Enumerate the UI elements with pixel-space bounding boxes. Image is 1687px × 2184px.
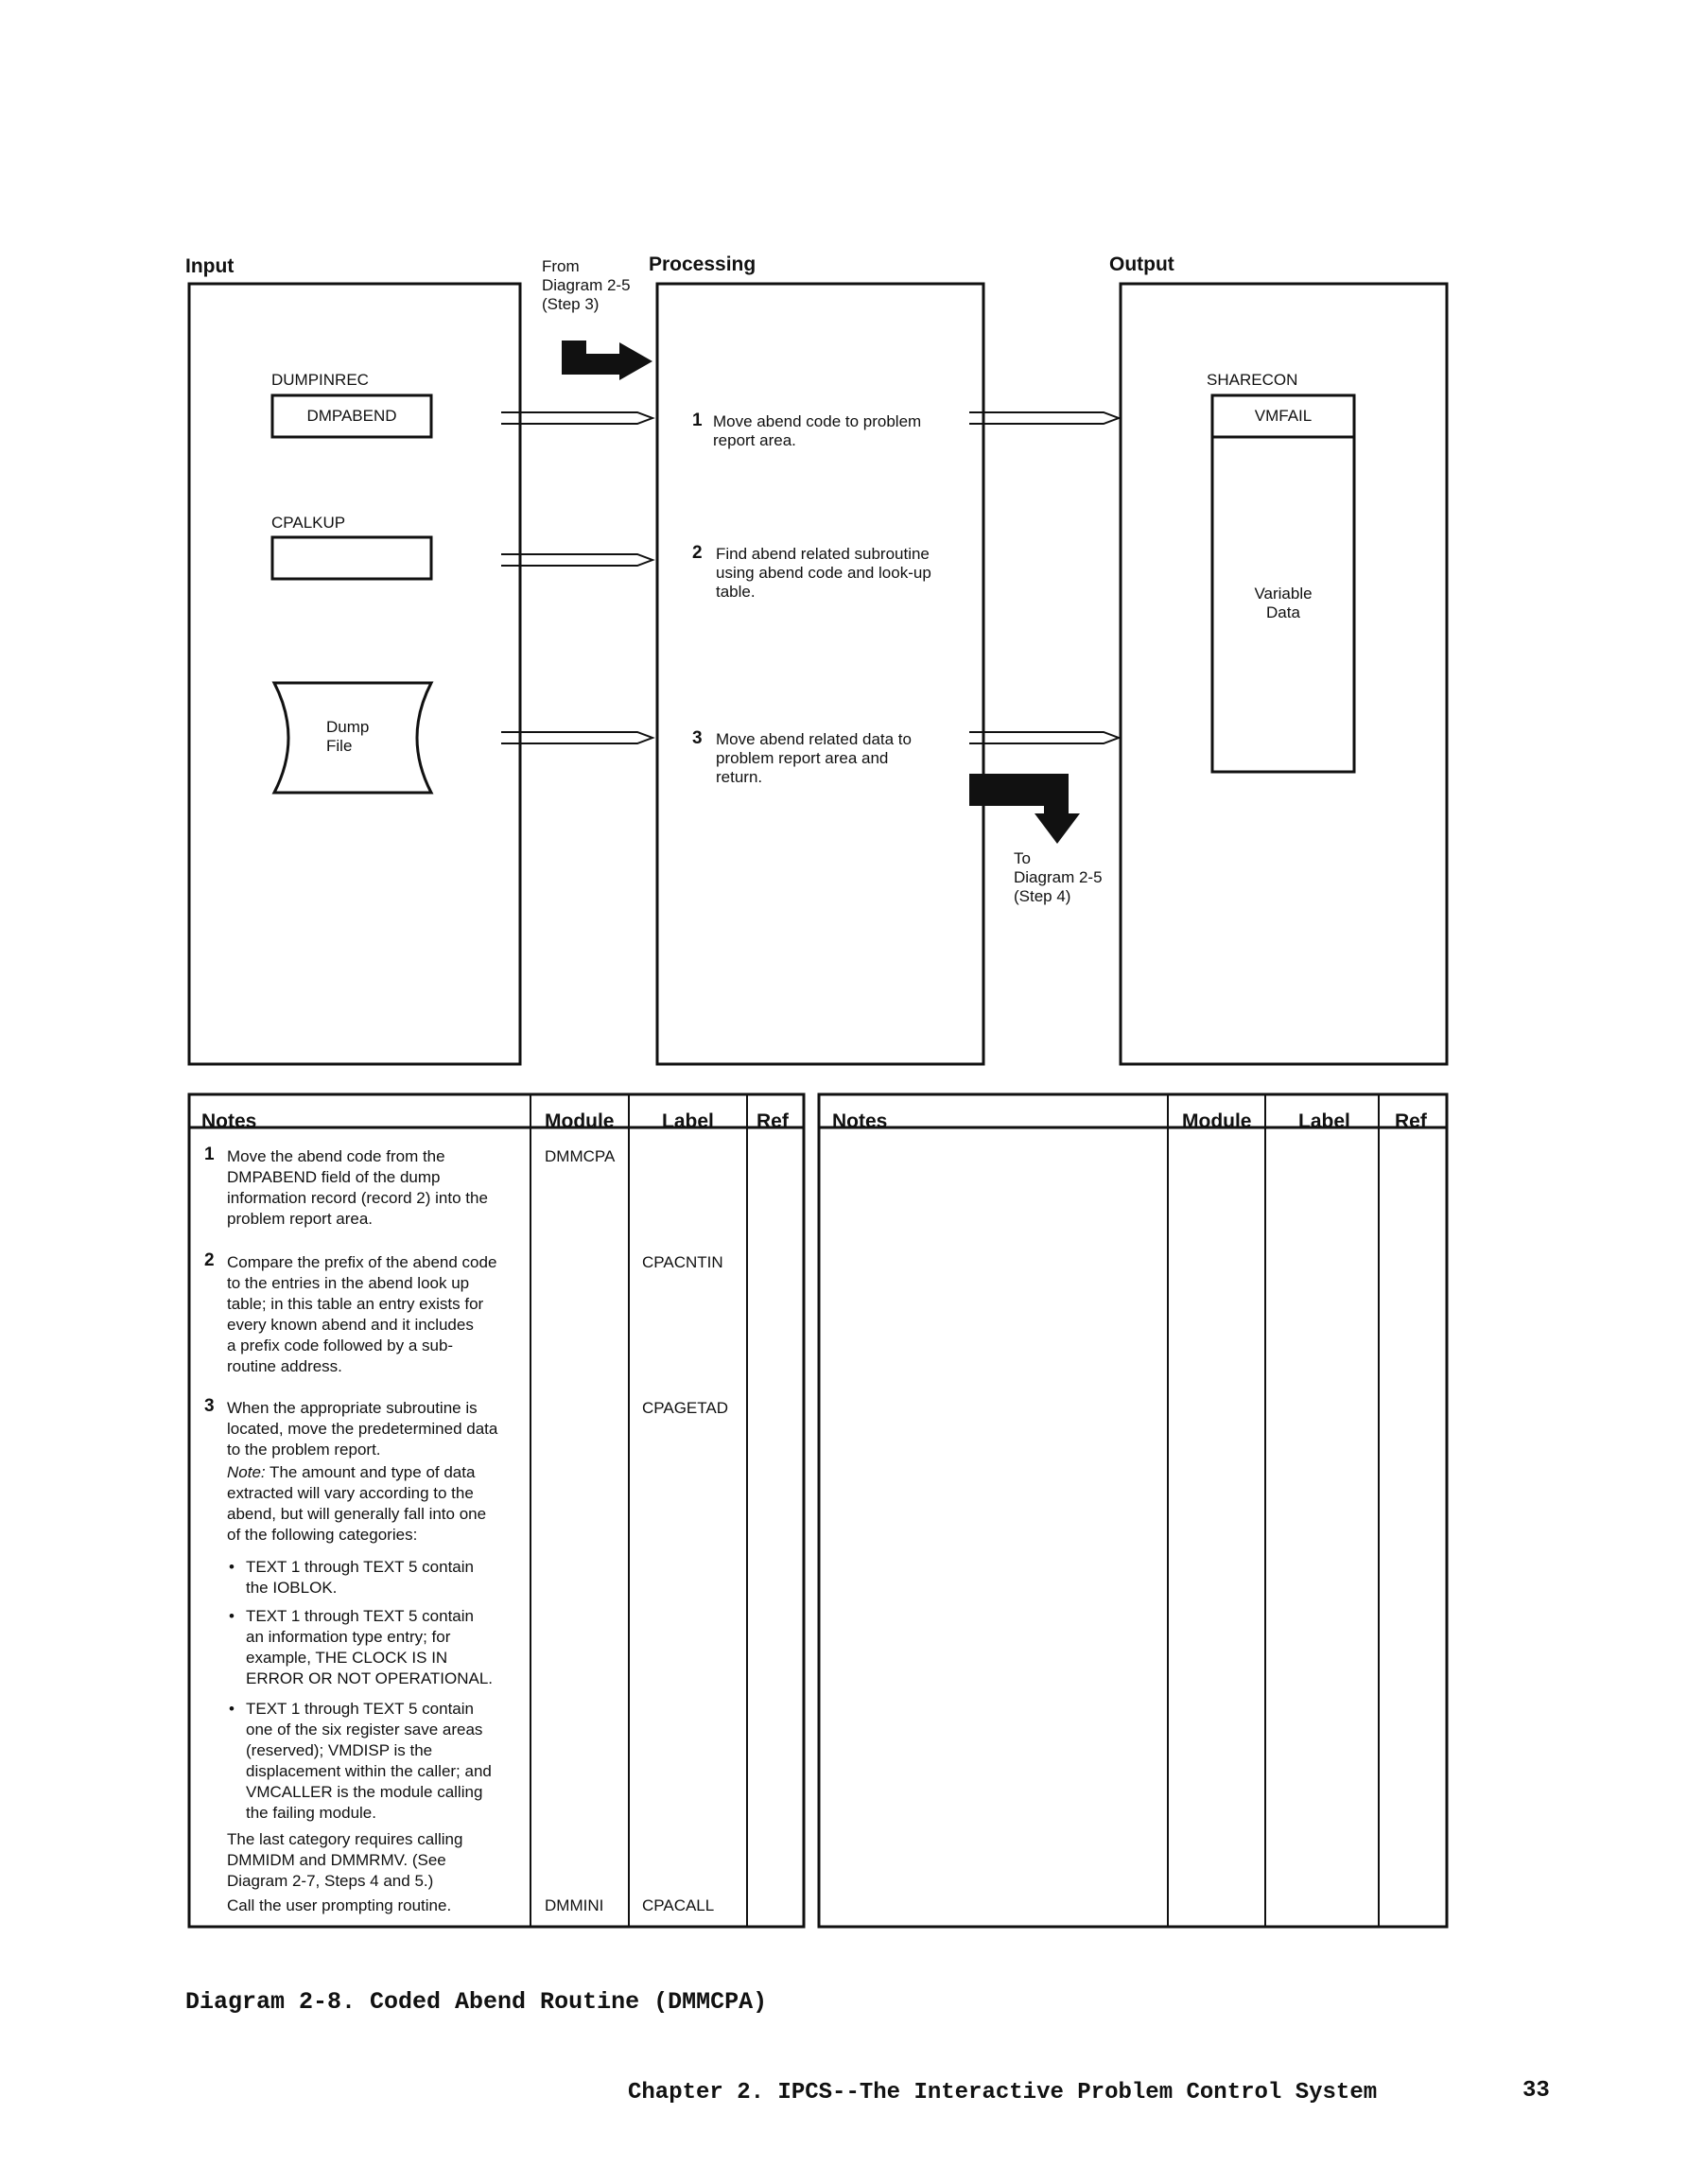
step-1-number: 1 <box>692 411 703 430</box>
bullet-dot: • <box>229 1558 235 1576</box>
arrow-3 <box>501 732 652 743</box>
label-header-left: Label <box>662 1110 714 1132</box>
step-3-number: 3 <box>692 728 703 748</box>
processing-box <box>657 284 983 1064</box>
bullet-3-text: TEXT 1 through TEXT 5 contain one of the six register save areas (reserved); VMDISP is the displacement within the caller; and VMCALLER is the module calling the failing module. <box>246 1700 492 1822</box>
note-1-text: Move the abend code from the DMPABEND field of the dump information record (record 2) into the problem report area. <box>227 1147 488 1228</box>
note-3-text: When the appropriate subroutine is located, move the predetermined data to the problem report. <box>227 1399 498 1459</box>
note-2-text: Compare the prefix of the abend code to the entries in the abend look up table; in this table an entry exists for every known abend and it includes a prefix code followed by a sub- routine address. <box>227 1253 497 1375</box>
to-label: To Diagram 2-5 (Step 4) <box>1014 849 1103 905</box>
step-3-text: Move abend related data to problem report area and return. <box>716 730 912 786</box>
bullet-dot: • <box>229 1607 235 1625</box>
note-word: Note: <box>227 1463 266 1481</box>
call-label: CPACALL <box>642 1896 715 1914</box>
exit-arrow <box>969 774 1080 844</box>
notes-header-left: Notes <box>201 1110 257 1132</box>
from-label: From Diagram 2-5 (Step 3) <box>542 257 631 313</box>
cpalkup-label: CPALKUP <box>271 514 346 532</box>
entry-arrow <box>562 341 652 380</box>
arrow-2 <box>501 554 652 566</box>
bullet-1-text: TEXT 1 through TEXT 5 contain the IOBLOK. <box>246 1558 474 1597</box>
bullet-2-text: TEXT 1 through TEXT 5 contain an information type entry; for example, THE CLOCK IS IN ERROR OR NOT OPERATIONAL. <box>246 1607 494 1687</box>
ref-header-left: Ref <box>757 1110 789 1132</box>
note-2-label: CPACNTIN <box>642 1253 723 1271</box>
dumpinrec-label: DUMPINREC <box>271 371 369 389</box>
module-header-right: Module <box>1182 1110 1252 1132</box>
call-line: Call the user prompting routine. <box>227 1896 452 1914</box>
input-box <box>189 284 520 1064</box>
bullet-dot: • <box>229 1700 235 1718</box>
variable-data-label: Variable Data <box>1254 585 1313 621</box>
note-3-label: CPAGETAD <box>642 1399 728 1417</box>
call-module: DMMINI <box>545 1896 604 1914</box>
arrow-1 <box>501 412 652 424</box>
sharecon-label: SHARECON <box>1207 371 1298 389</box>
step-1-text: Move abend code to problem report area. <box>713 412 922 449</box>
last-category-text: The last category requires calling DMMIDM and DMMRMV. (See Diagram 2-7, Steps 4 and 5.) <box>227 1830 463 1890</box>
cpalkup-box <box>272 537 431 579</box>
chapter-footer: Chapter 2. IPCS--The Interactive Problem Control System <box>628 2080 1378 2105</box>
note-first: The amount and type of data <box>265 1463 476 1481</box>
arrow-out-2 <box>969 732 1119 743</box>
processing-header: Processing <box>649 253 757 275</box>
note-3-number: 3 <box>204 1396 215 1416</box>
note-2-number: 2 <box>204 1250 215 1270</box>
output-box <box>1121 284 1447 1064</box>
arrow-out-1 <box>969 412 1119 424</box>
vmfail-field: VMFAIL <box>1254 407 1313 425</box>
page-number: 33 <box>1522 2078 1550 2104</box>
module-header-left: Module <box>545 1110 615 1132</box>
note-1-number: 1 <box>204 1144 215 1164</box>
diagram-caption: Diagram 2-8. Coded Abend Routine (DMMCPA) <box>185 1988 768 2016</box>
label-header-right: Label <box>1298 1110 1350 1132</box>
notes-header-right: Notes <box>832 1110 888 1132</box>
dump-file-label: Dump File <box>326 718 370 755</box>
sharecon-box <box>1212 395 1354 772</box>
ref-header-right: Ref <box>1395 1110 1427 1132</box>
note-1-module: DMMCPA <box>545 1147 616 1165</box>
step-2-number: 2 <box>692 543 703 563</box>
notes-table-right <box>819 1094 1447 1927</box>
dmpabend-field: DMPABEND <box>306 407 397 425</box>
input-header: Input <box>185 255 235 277</box>
note-3-note: Note: The amount and type of data extracted will vary according to the abend, but will generally fall into one of the following categories: <box>227 1463 487 1544</box>
output-header: Output <box>1109 253 1174 275</box>
step-2-text: Find abend related subroutine using abend code and look-up table. <box>716 545 931 601</box>
